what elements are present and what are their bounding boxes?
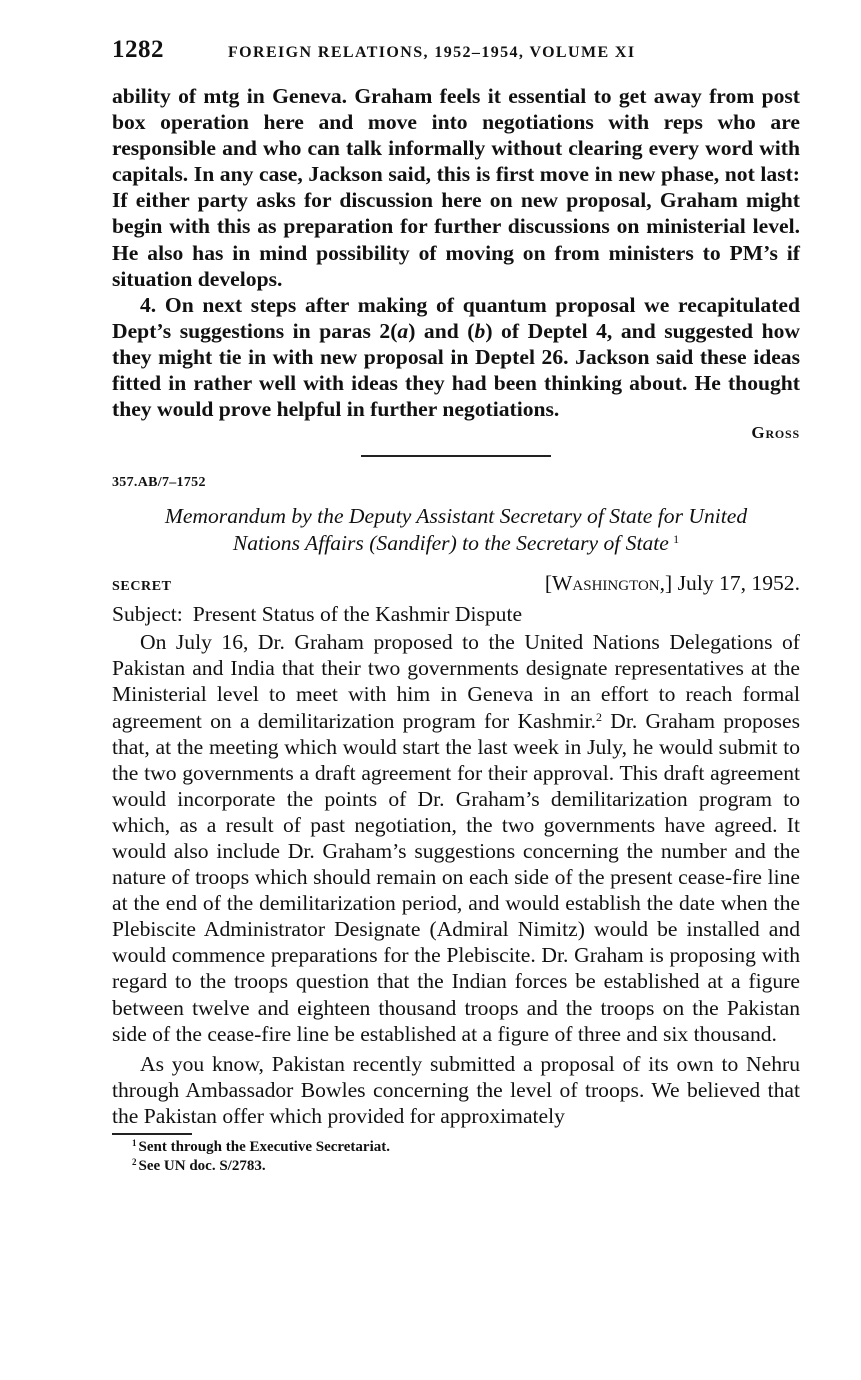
title-line-1: Memorandum by the Deputy Assistant Secretary of State for United: [164, 504, 748, 529]
footnote-2-text: See UN doc. S/2783.: [138, 1158, 266, 1174]
subject-line: [112, 601, 800, 627]
memo-paragraph-2: As you know, Pakistan recently submitted a proposal of its own to Nehru through Ambassador Bowles concerning the level of troops. We believed that the Pakistan offer which provided for approximately: [112, 1051, 800, 1128]
subject-label: Subject:: [112, 602, 183, 627]
dateline-place: [Washington,]: [544, 571, 673, 596]
continuation-paragraph-2: [112, 292, 800, 422]
footnote-1-mark: 1: [132, 1138, 137, 1148]
footnote-1: [132, 1138, 800, 1157]
title-footnote-mark: 1: [673, 532, 680, 547]
file-number: 357.AB/7–1752: [112, 475, 206, 491]
page-number: 1282: [112, 36, 164, 63]
classification-label: SECRET: [112, 579, 172, 595]
para2-text-a: 4. On next steps after making of quantum proposal we recapitulated Dept’s suggestions in paras 2(: [112, 292, 800, 343]
para2-text-c: ) of Deptel 4, and suggested how they might tie in with new proposal in Deptel 26. Jackson said these ideas fitted in rather well with ideas they had been thinking about. He thought they would prove helpful in further negotiations.: [112, 318, 800, 422]
subject-text: Present Status of the Kashmir Dispute: [192, 602, 523, 627]
para2-letter-a: a: [397, 318, 409, 343]
dateline-date: July 17, 1952.: [677, 571, 800, 596]
para2-text-b: ) and (: [408, 318, 475, 343]
classification-row: [112, 571, 800, 596]
section-divider: [361, 455, 551, 457]
footnote-1-text: Sent through the Executive Secretariat.: [138, 1139, 390, 1155]
continuation-paragraph-1: ability of mtg in Geneva. Graham feels it essential to get away from post box operation here and move into negotiations with reps who are responsible and who can talk informally without clearing every word with capitals. In any case, Jackson said, this is first move in new phase, not last: If either party asks for discussion here on new proposal, Graham might begin with this as preparation for further discussions on ministerial level. He also has in mind possibility of moving on from ministers to PM’s if situation develops.: [112, 84, 800, 291]
memo-paragraph-1: [112, 629, 800, 1047]
footnote-2: [132, 1157, 800, 1176]
para2-letter-b: b: [474, 318, 486, 343]
memo-para1-text-a: On July 16, Dr. Graham proposed to the United Nations Delegations of Pakistan and India that their two governments designate representatives at the Ministerial level to meet with him in Geneva in an effort to reach formal agreement on a demilitarization program for Kashmir.: [112, 630, 800, 733]
dateline: [545, 571, 800, 596]
memo-para1-text-b: Dr. Graham proposes that, at the meeting which would start the last week in July, he would submit to the two governments a draft agreement for their approval. This draft agreement would incorporate the points of Dr. Graham’s demilitarization program to which, as a result of past negotiation, the two governments have agreed. It would also include Dr. Graham’s suggestions concerning the number and the nature of troops which should remain on each side of the present cease-fire line at the end of the demilitarization period, and would establish the date when the Plebiscite Administrator Designate (Admiral Nimitz) would be installed and would commence preparations for the Plebiscite. Dr. Graham is proposing with regard to the troops question that the Indian forces be established at a figure between twelve and eighteen thousand troops and the troops on the Pakistan side of the cease-fire line be established at a figure of three and six thousand.: [112, 708, 800, 1046]
footnote-divider: [112, 1133, 192, 1135]
memo-para1-footnote-mark: 2: [596, 709, 603, 724]
footnote-2-mark: 2: [132, 1157, 137, 1167]
signature-name: Gross: [751, 423, 800, 443]
document-title: [112, 503, 800, 557]
document-page: [112, 36, 800, 1176]
signature: [112, 422, 800, 444]
running-title: FOREIGN RELATIONS, 1952–1954, VOLUME XI: [228, 44, 636, 61]
title-line-2: Nations Affairs (Sandifer) to the Secretary of State: [232, 531, 669, 556]
running-head: [112, 36, 800, 70]
